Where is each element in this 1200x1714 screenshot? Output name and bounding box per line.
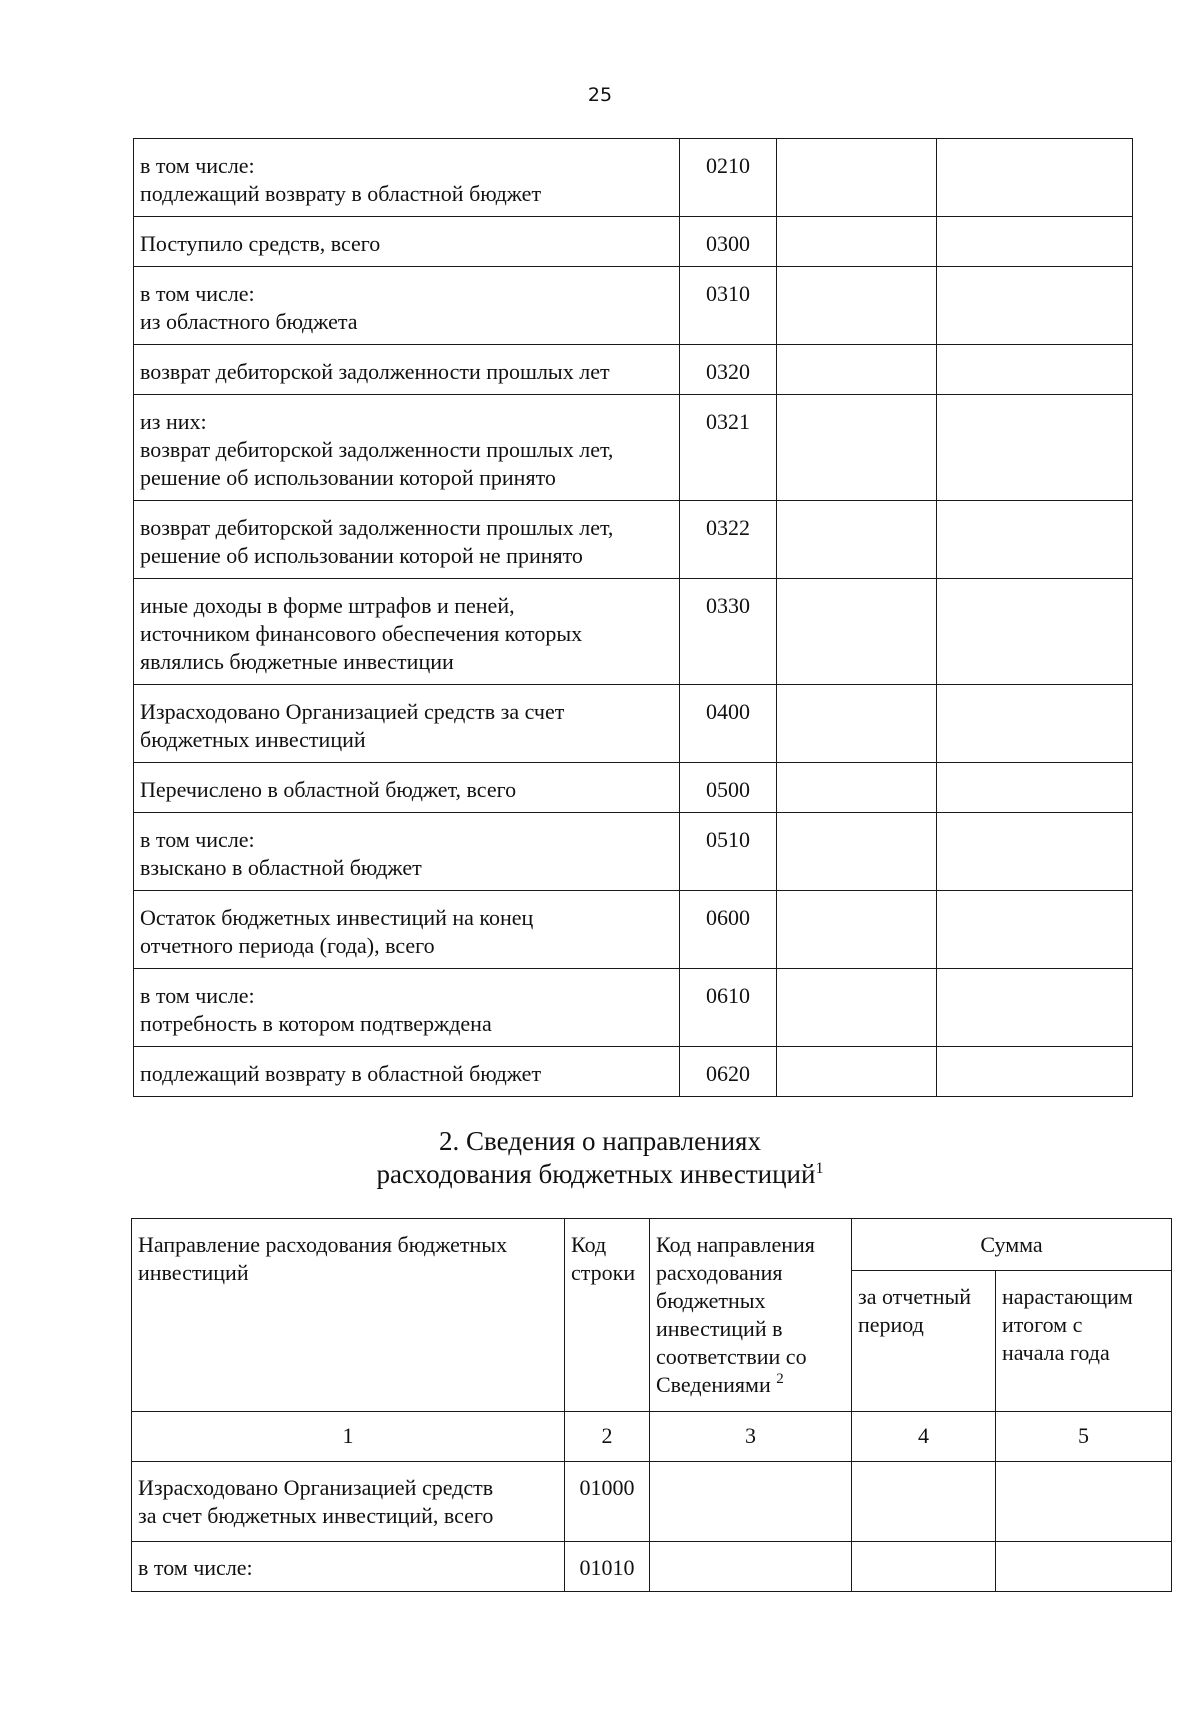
- value-cell: [996, 1542, 1172, 1592]
- header-text-line: Сведениями $^2$: [656, 1371, 784, 1397]
- table-row: [134, 267, 1133, 345]
- row-description: [134, 891, 680, 969]
- header-direction: Направление расходования бюджетных инвестиций: [132, 1219, 565, 1412]
- value-cell: [937, 1047, 1133, 1097]
- row-text-line: подлежащий возврату в областной бюджет: [140, 181, 542, 206]
- value-cell: [937, 891, 1133, 969]
- row-code: 01010: [565, 1542, 650, 1592]
- spending-directions-table: [131, 1218, 1172, 1592]
- table-row: [134, 763, 1133, 813]
- column-number: 4: [852, 1412, 996, 1462]
- value-cell: [937, 345, 1133, 395]
- value-cell: [777, 969, 937, 1047]
- spending-table-body: [132, 1412, 1172, 1592]
- table-row: [134, 501, 1133, 579]
- table-row: [134, 813, 1133, 891]
- value-cell: [937, 685, 1133, 763]
- header-text-line: бюджетных: [656, 1288, 766, 1313]
- value-cell: [996, 1462, 1172, 1542]
- value-cell: [937, 139, 1133, 217]
- row-code: 0610: [680, 969, 777, 1047]
- column-number: 2: [565, 1412, 650, 1462]
- row-code: 0300: [680, 217, 777, 267]
- value-cell: [937, 267, 1133, 345]
- row-code: 0510: [680, 813, 777, 891]
- row-description: [134, 969, 680, 1047]
- row-text-line: в том числе:: [138, 1555, 253, 1580]
- header-text-line: соответствии со: [656, 1344, 807, 1369]
- section-heading-line-1: 2. Сведения о направлениях: [439, 1126, 761, 1156]
- row-description: [132, 1462, 565, 1542]
- row-text-line: являлись бюджетные инвестиции: [140, 649, 454, 674]
- row-text-line: в том числе:: [140, 281, 255, 306]
- value-cell: [777, 217, 937, 267]
- value-cell: [777, 345, 937, 395]
- value-cell: [937, 763, 1133, 813]
- footnote-marker: 2: [776, 1371, 784, 1387]
- table-row: [134, 345, 1133, 395]
- column-number: 1: [132, 1412, 565, 1462]
- balance-table-body: [134, 139, 1133, 1097]
- footnote-marker: 1: [815, 1160, 824, 1177]
- value-cell: [937, 579, 1133, 685]
- value-cell: [937, 813, 1133, 891]
- value-cell: [937, 969, 1133, 1047]
- table-row: [132, 1462, 1172, 1542]
- row-description: [134, 139, 680, 217]
- value-cell: [650, 1462, 852, 1542]
- row-code: 0620: [680, 1047, 777, 1097]
- value-cell: [937, 217, 1133, 267]
- row-text-line: возврат дебиторской задолженности прошлых лет,: [140, 437, 614, 462]
- header-reporting-period: за отчетный период: [852, 1271, 996, 1412]
- value-cell: [777, 501, 937, 579]
- table-row: [134, 579, 1133, 685]
- row-text-line: Израсходовано Организацией средств за счет: [140, 699, 565, 724]
- value-cell: [777, 813, 937, 891]
- row-code: 0210: [680, 139, 777, 217]
- row-text-line: в том числе:: [140, 153, 255, 178]
- row-code: 0320: [680, 345, 777, 395]
- value-cell: [777, 891, 937, 969]
- row-text-line: Израсходовано Организацией средств: [138, 1475, 494, 1500]
- row-description: [134, 685, 680, 763]
- row-text-line: из них:: [140, 409, 207, 434]
- value-cell: [777, 395, 937, 501]
- row-text-line: в том числе:: [140, 827, 255, 852]
- table-row: [134, 139, 1133, 217]
- page-number: 25: [587, 84, 613, 106]
- value-cell: [777, 1047, 937, 1097]
- row-code: 0322: [680, 501, 777, 579]
- table-row: [132, 1542, 1172, 1592]
- section-2-heading: [230, 1125, 970, 1191]
- row-description: [134, 501, 680, 579]
- header-text-line: расходования: [656, 1260, 783, 1285]
- row-description: [134, 217, 680, 267]
- row-text-line: Остаток бюджетных инвестиций на конец: [140, 905, 534, 930]
- row-description: [134, 763, 680, 813]
- budget-investment-balance-table: [133, 138, 1133, 1097]
- table-row: [134, 217, 1133, 267]
- row-text-line: взыскано в областной бюджет: [140, 855, 422, 880]
- header-sum: Сумма: [852, 1219, 1172, 1271]
- table-row: [134, 685, 1133, 763]
- row-text-line: Поступило средств, всего: [140, 231, 381, 256]
- value-cell: [777, 267, 937, 345]
- row-text-line: потребность в котором подтверждена: [140, 1011, 492, 1036]
- row-code: 0330: [680, 579, 777, 685]
- value-cell: [852, 1462, 996, 1542]
- value-cell: [777, 685, 937, 763]
- row-description: [134, 267, 680, 345]
- row-text-line: решение об использовании которой не принято: [140, 543, 583, 568]
- row-description: [134, 395, 680, 501]
- value-cell: [937, 501, 1133, 579]
- row-description: [132, 1542, 565, 1592]
- value-cell: [937, 395, 1133, 501]
- header-row-code: Код строки: [565, 1219, 650, 1412]
- row-description: [134, 813, 680, 891]
- value-cell: [777, 763, 937, 813]
- row-code: 0400: [680, 685, 777, 763]
- row-code: 0321: [680, 395, 777, 501]
- header-text-line: Код направления: [656, 1232, 815, 1257]
- row-text-line: подлежащий возврату в областной бюджет: [140, 1061, 542, 1086]
- value-cell: [777, 579, 937, 685]
- row-text-line: за счет бюджетных инвестиций, всего: [138, 1503, 494, 1528]
- table-row: [134, 969, 1133, 1047]
- row-text-line: решение об использовании которой принято: [140, 465, 556, 490]
- column-number: 3: [650, 1412, 852, 1462]
- row-text-line: в том числе:: [140, 983, 255, 1008]
- row-code: 01000: [565, 1462, 650, 1542]
- row-text-line: бюджетных инвестиций: [140, 727, 366, 752]
- header-cumulative: нарастающим итогом с начала года: [996, 1271, 1172, 1412]
- row-text-line: отчетного периода (года), всего: [140, 933, 435, 958]
- row-code: 0600: [680, 891, 777, 969]
- row-text-line: возврат дебиторской задолженности прошлых лет: [140, 359, 610, 384]
- column-number-row: [132, 1412, 1172, 1462]
- section-heading-line-2: расходования бюджетных инвестиций$^1$: [376, 1159, 824, 1189]
- value-cell: [650, 1542, 852, 1592]
- column-number: 5: [996, 1412, 1172, 1462]
- row-text-line: возврат дебиторской задолженности прошлых лет,: [140, 515, 614, 540]
- row-description: [134, 579, 680, 685]
- row-text-line: Перечислено в областной бюджет, всего: [140, 777, 517, 802]
- header-text-line: инвестиций в: [656, 1316, 783, 1341]
- row-text-line: источником финансового обеспечения которых: [140, 621, 583, 646]
- table-row: [134, 1047, 1133, 1097]
- value-cell: [852, 1542, 996, 1592]
- row-description: [134, 345, 680, 395]
- value-cell: [777, 139, 937, 217]
- table-row: [134, 395, 1133, 501]
- row-text-line: из областного бюджета: [140, 309, 358, 334]
- row-code: 0310: [680, 267, 777, 345]
- row-code: 0500: [680, 763, 777, 813]
- table-row: [134, 891, 1133, 969]
- header-direction-code: [650, 1219, 852, 1412]
- row-description: [134, 1047, 680, 1097]
- row-text-line: иные доходы в форме штрафов и пеней,: [140, 593, 515, 618]
